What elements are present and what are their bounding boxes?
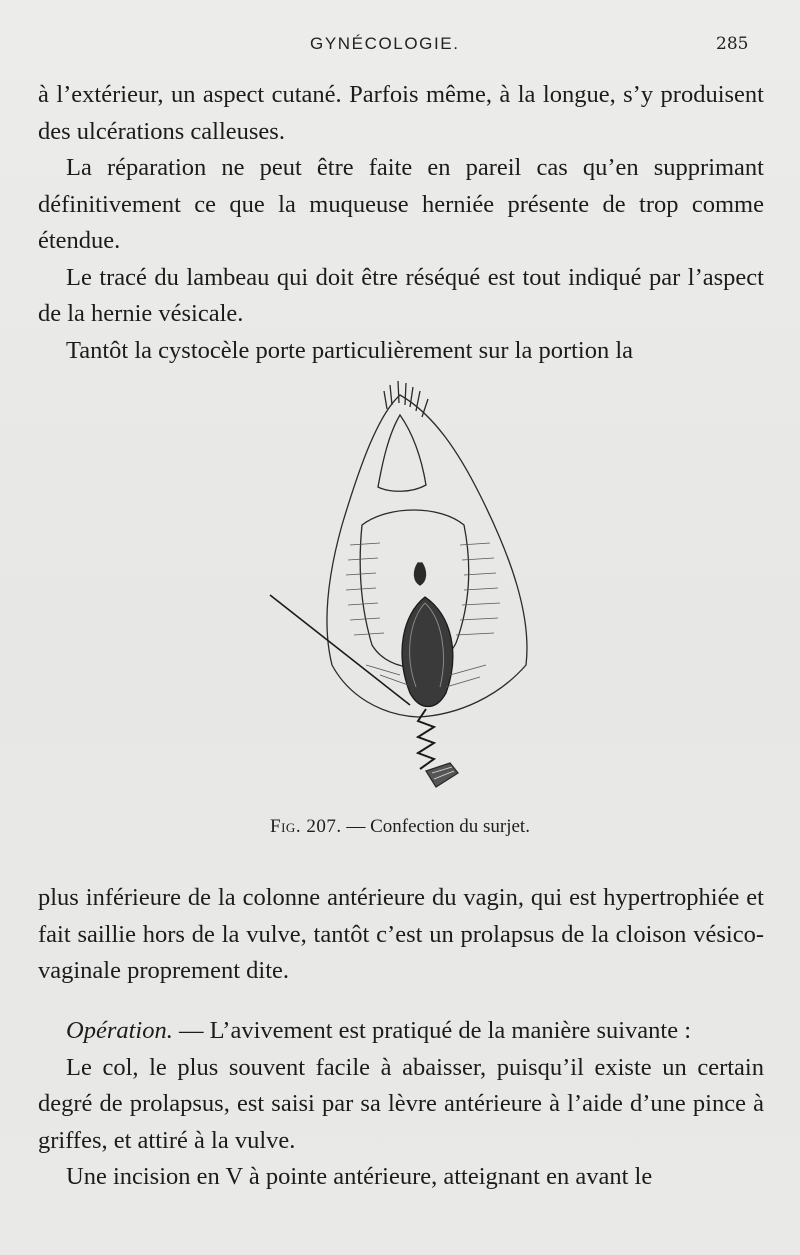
paragraph: Le col, le plus souvent facile à abaisser, puisqu’il existe un certain degré de prolapsus, est saisi par sa lèvre antérieure à l’aide d’une pince à griffes, et attiré à la vulve. (38, 1053, 764, 1154)
paragraph: à l’extérieur, un aspect cutané. Parfois même, à la longue, s’y produisent des ulcérations calleuses. (38, 81, 764, 145)
paragraph: La réparation ne peut être faite en pareil cas qu’en supprimant définitivement ce que la muqueuse herniée présente de trop comme étendue. (38, 154, 764, 254)
figure-caption (0, 816, 800, 838)
figure-label: Fig. 207. (270, 816, 342, 837)
operation-heading: Opération. (66, 1017, 173, 1044)
text-block-top (38, 77, 764, 369)
text-block-middle (38, 880, 764, 990)
upper-fold (378, 415, 426, 491)
paragraph: Tantôt la cystocèle porte particulièrement sur la portion la (66, 336, 634, 364)
suture-thread (270, 595, 410, 705)
running-suture (418, 709, 434, 769)
meatus (414, 563, 425, 585)
page-number: 285 (716, 34, 749, 54)
text-block-bottom (38, 1013, 764, 1196)
surgical-engraving (250, 375, 550, 815)
paragraph: Une incision en V à pointe antérieure, atteignant en avant le (66, 1163, 653, 1190)
running-title: GYNÉCOLOGIE. (310, 34, 460, 53)
figure-caption-text: — Confection du surjet. (346, 816, 530, 837)
page-header (0, 34, 800, 60)
operation-text: — L’avivement est pratiqué de la manière suivante : (172, 1017, 692, 1044)
paragraph: plus inférieure de la colonne antérieure du vagin, qui est hypertrophiée et fait saillie hors de la vulve, tantôt c’est un prolapsus de la cloison vésico-vaginale proprement dite. (38, 884, 764, 984)
paragraph: Le tracé du lambeau qui doit être réséqué est tout indiqué par l’aspect de la hernie vésicale. (38, 263, 764, 327)
figure-illustration (250, 375, 550, 815)
operation-paragraph (38, 1013, 764, 1050)
needle-holder (426, 763, 458, 787)
